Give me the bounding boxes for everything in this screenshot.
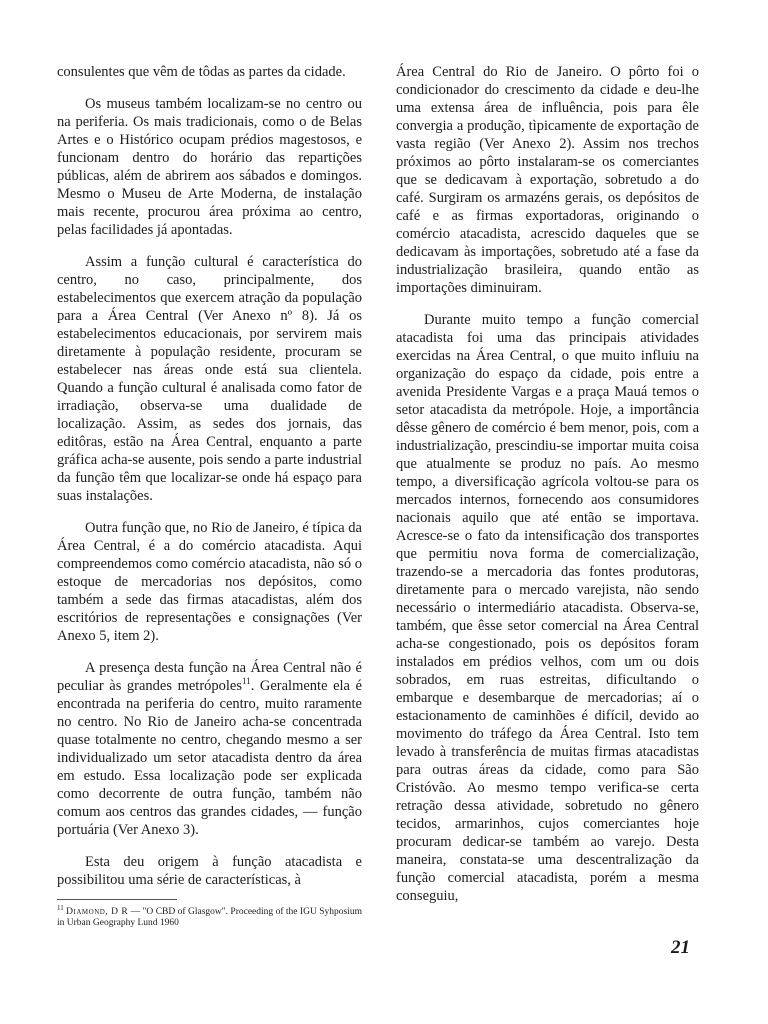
paragraph: Assim a função cultural é característica do centro, no caso, principalmente, dos estabelecimentos que exercem atração da população para a Área Central (Ver Anexo nº 8). Já os estabelecimentos educacionais, por servirem mais diretamente à população residente, procuram se estabelecer nas áreas onde está sua clientela. Quando a função cultural é analisada como fator de irradiação, observa-se uma dualidade de localização. Assim, as sedes dos jornais, das editôras, estão na Área Central, enquanto a parte gráfica acha-se ausente, pois sendo a parte industrial da função têm que localizar-se onde há espaço para suas instalações. xyxy=(57,254,362,504)
paragraph-text: A presença desta função na Área Central não é peculiar às grandes metrópoles xyxy=(57,660,362,694)
paragraph: Outra função que, no Rio de Janeiro, é típica da Área Central, é a do comércio atacadista. Aqui compreendemos como comércio atacadista, não só o estoque de mercadorias nos depósitos, como também a sede das firmas atacadistas, além dos escritórios de representações e consignações (Ver Anexo 5, item 2). xyxy=(57,520,362,644)
page-number: 21 xyxy=(671,937,690,958)
footnote-author: Diamond, D R xyxy=(66,907,129,918)
paragraph: consulentes que vêm de tôdas as partes da cidade. xyxy=(57,64,346,80)
right-column xyxy=(396,63,699,905)
footnote-text: — "O CBD of Glasgow". Proceeding of the IGU Syhposium in Urban Geography Lund 1960 xyxy=(57,907,362,929)
paragraph xyxy=(57,659,362,839)
paragraph: Os museus também localizam-se no centro ou na periferia. Os mais tradicionais, como o de Belas Artes e o Histórico ocupam prédios magestosos, e funcionam dentro do horário das repartições públicas, além de abrirem aos sábados e domingos. Mesmo o Museu de Arte Moderna, de instalação mais recente, procurou área próxima ao centro, pelas facilidades já apontadas. xyxy=(57,96,362,238)
paragraph-text: . Geralmente ela é encontrada na periferia do centro, muito raramente no centro. No Rio de Janeiro acha-se concentrada quase totalmente no centro, chegando mesmo a ser individualizado um setor atacadista dentro da área em estudo. Essa localização pode ser explicada como decorrente de outra função, também não comum aos centros das grandes cidades, — função portuária (Ver Anexo 3). xyxy=(57,678,362,838)
footnote xyxy=(57,903,362,929)
left-column xyxy=(57,63,362,889)
footnote-number: 11 xyxy=(57,904,64,912)
footnote-reference: 11 xyxy=(242,676,251,687)
paragraph: Durante muito tempo a função comercial atacadista foi uma das principais atividades exercidas na Área Central, o que muito influiu na organização do espaço da cidade, pois entre a avenida Presidente Vargas e a praça Mauá temos o setor atacadista da metrópole. Hoje, a importância dêsse gênero de comércio é bem menor, pois, com a industrialização, prescindiu-se importar muita coisa que atualmente se produz no país. Ao mesmo tempo, a diversificação agrícola voltou-se para os mercados internos, fornecendo aos consumidores nacionais aquilo que até então se importava. Acresce-se o fato da intensificação dos transportes que permitiu nova forma de comercialização, trazendo-se a mercadoria das fontes produtoras, diretamente para o mercado varejista, não sendo necessário o intermediário atacadista. Observa-se, também, que êsse setor comercial na Área Central acha-se congestionado, pois os depósitos foram instalados em prédios velhos, com um ou dois sobrados, em ruas estreitas, dificultando o embarque e desembarque de mercadorias; aí o estacionamento de caminhões é difícil, devido ao movimento do tráfego da Área Central. Isto tem levado à transferência de muitas firmas atacadistas para outras áreas da cidade, como para São Cristóvão. Ao mesmo tempo verifica-se certa retração dessa atividade, sobretudo no gênero tecidos, armarinhos, cujos comerciantes hoje procuram dedicar-se também ao varejo. Desta maneira, constata-se uma descentralização da função comercial atacadista, porém a mesma conseguiu, xyxy=(396,312,699,904)
footnote-divider xyxy=(57,899,177,900)
paragraph: Esta deu origem à função atacadista e possibilitou uma série de características, à xyxy=(57,854,362,888)
paragraph: Área Central do Rio de Janeiro. O pôrto foi o condicionador do crescimento da cidade e deu-lhe uma extensa área de influência, pois para êle convergia a produção, tìpicamente de exportação de vasta região (Ver Anexo 2). Assim nos trechos próximos ao pôrto instalaram-se os comerciantes que se dedicavam à exportação, sobretudo a do café. Surgiram os armazéns gerais, os depósitos de café e as firmas exportadoras, originando o comércio atacadista, acrescido daqueles que se dedicavam às importações, sobretudo até a fase da industrialização brasileira, quando então as importações diminuiram. xyxy=(396,64,699,296)
